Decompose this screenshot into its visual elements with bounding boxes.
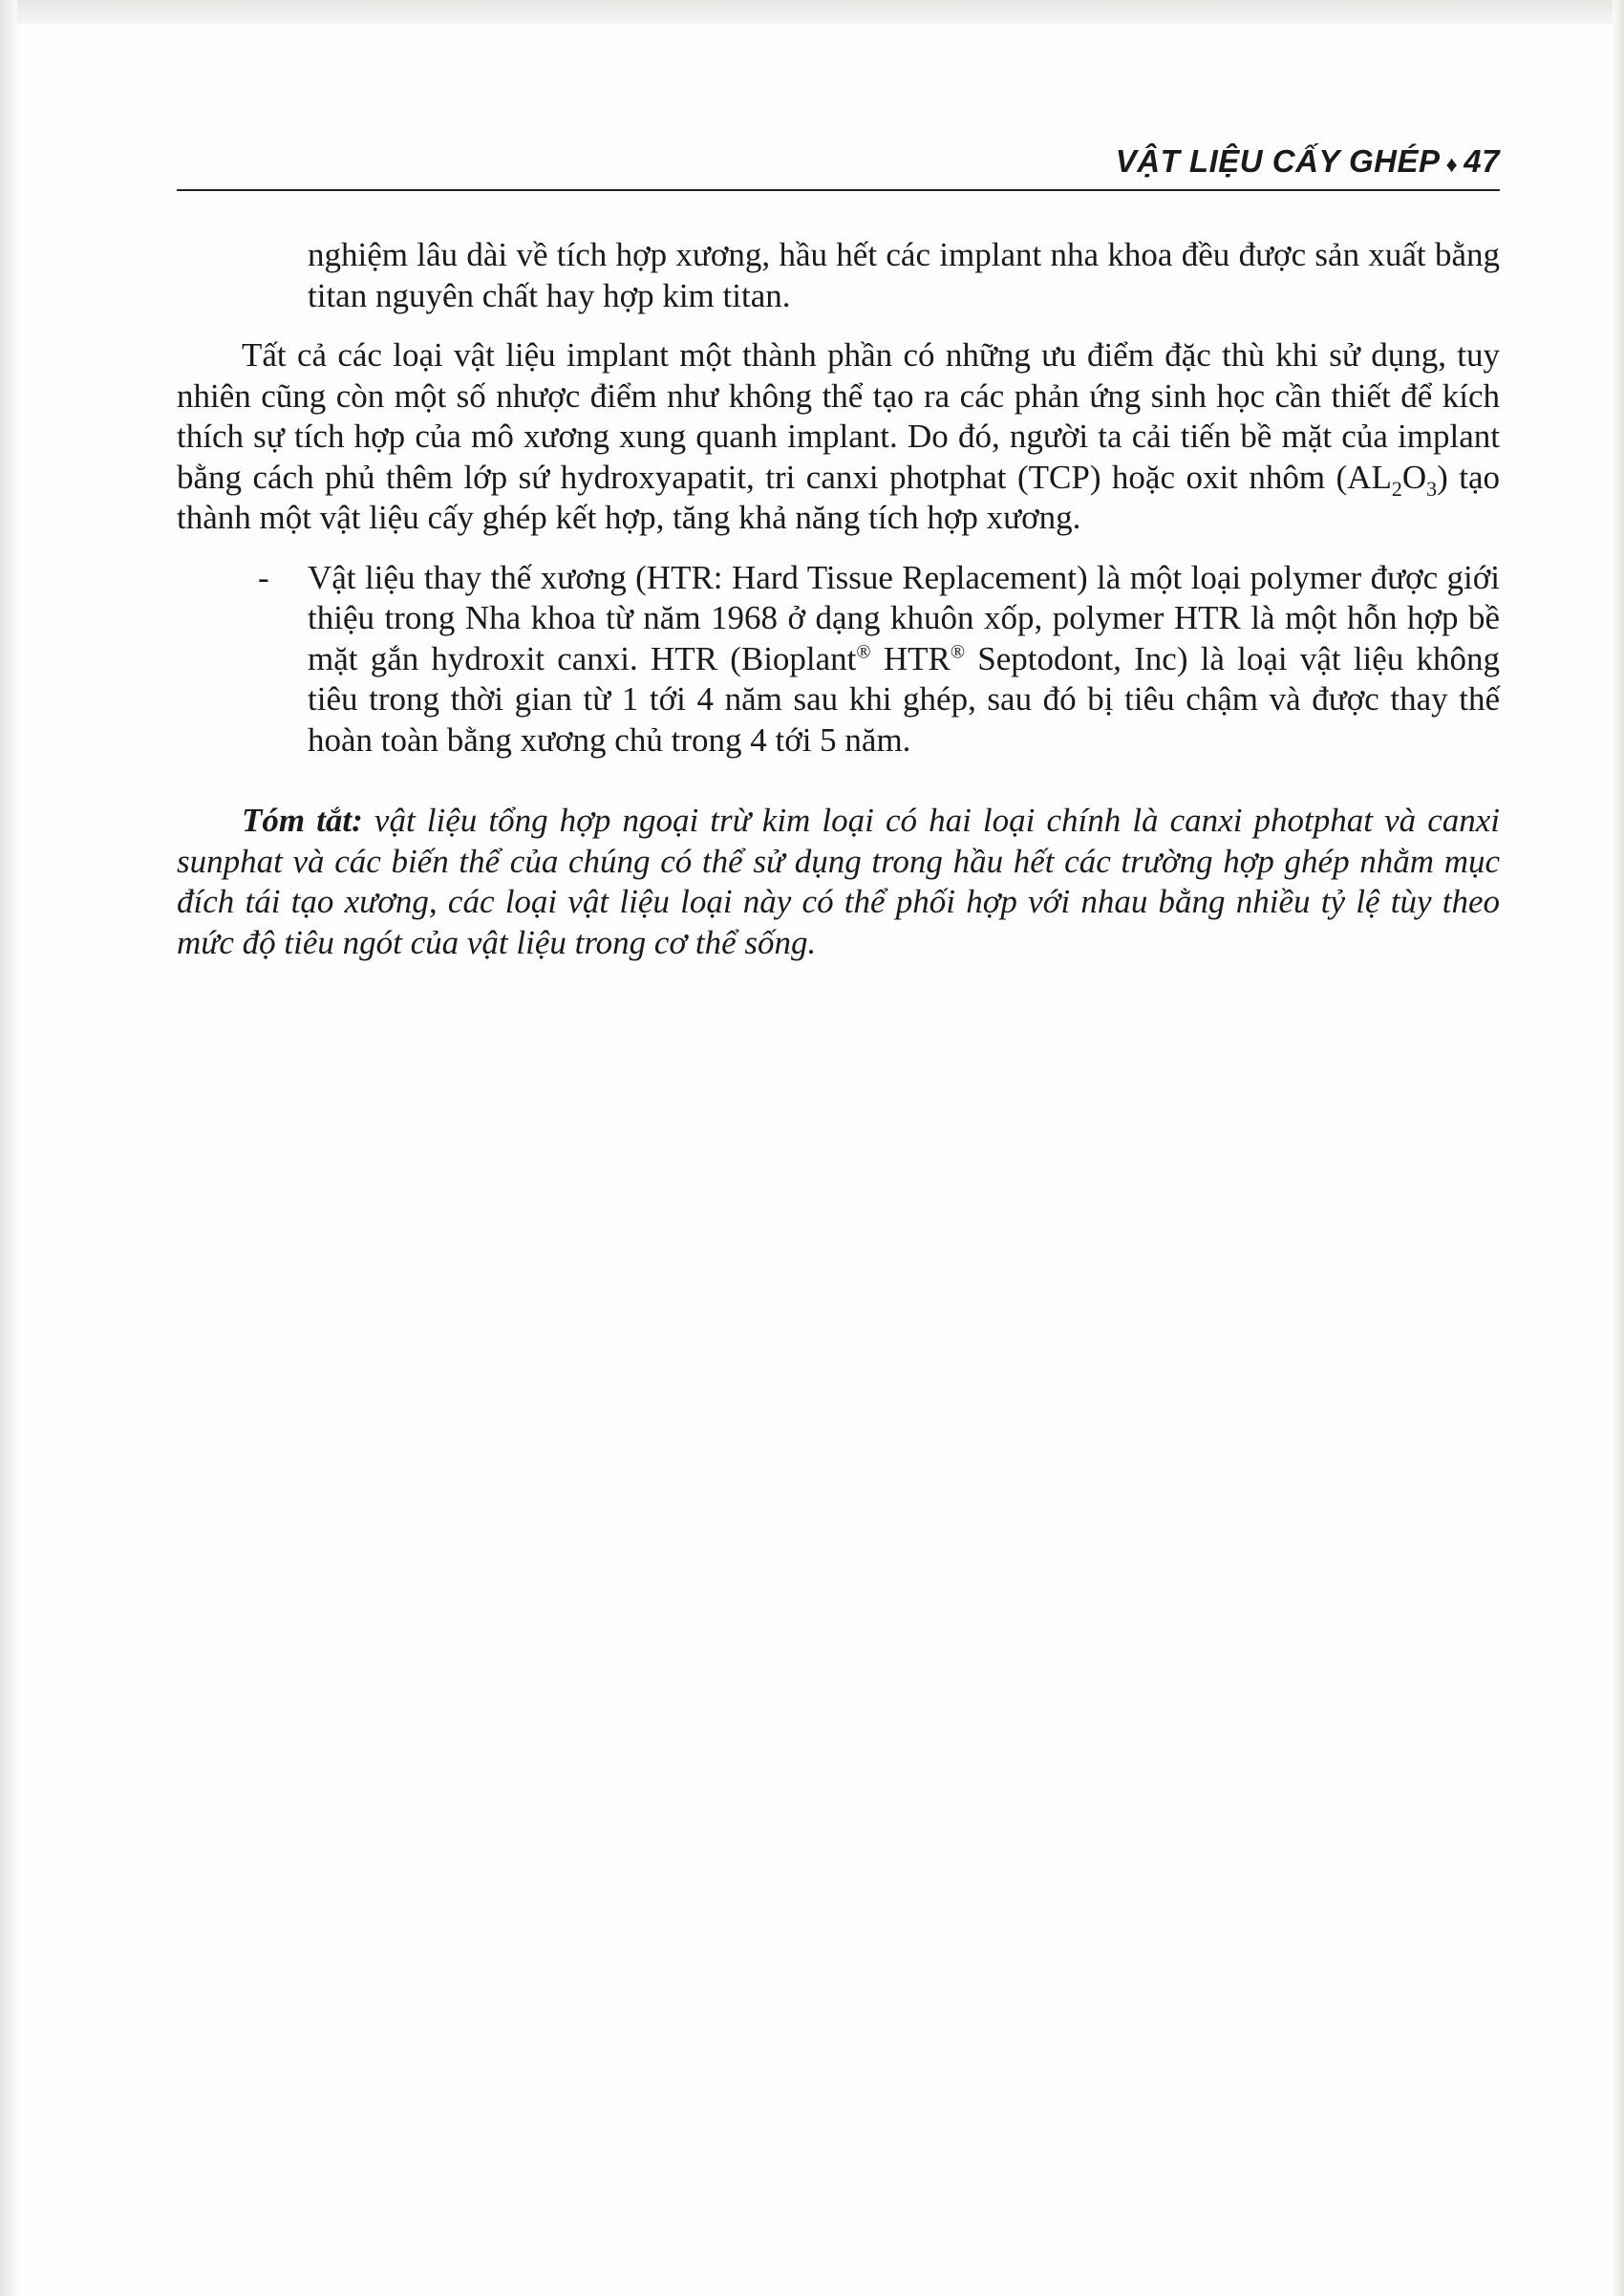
running-header bbox=[177, 136, 1500, 191]
htr-text-mid: HTR bbox=[870, 639, 951, 677]
scan-edge-top bbox=[0, 0, 1624, 25]
scan-edge-right bbox=[1613, 0, 1624, 2296]
htr-list-item bbox=[177, 558, 1500, 762]
page-body bbox=[177, 235, 1500, 963]
implant-paragraph bbox=[177, 335, 1500, 539]
summary-lead: Tóm tắt: bbox=[242, 802, 363, 839]
diamond-icon: ♦ bbox=[1445, 152, 1459, 178]
registered-mark-1: ® bbox=[856, 640, 871, 662]
scan-edge-left bbox=[0, 0, 17, 2296]
htr-text-end: Septodont, Inc) là loại vật liệu không tiêu trong thời gian từ 1 tới 4 năm sau khi ghép, sau đó bị tiêu chậm và được thay thế hoàn toàn bằng xương chủ trong 4 tới 5 năm. bbox=[308, 639, 1501, 759]
list-dash: - bbox=[258, 558, 269, 596]
implant-text-start: Tất cả các loại vật liệu implant một thành phần có những ưu điểm đặc thù khi sử dụng, tuy nhiên cũng còn một số nhược điểm như không thể tạo ra các phản ứng sinh học cần thiết để kích thích sự tích hợp của mô xương xung quanh implant. Do đó, người ta cải tiến bề mặt của implant bằng cách phủ thêm lớp sứ hydroxyapatit, tri canxi photphat (TCP) hoặc oxit nhôm (AL bbox=[177, 336, 1500, 496]
registered-mark-2: ® bbox=[950, 640, 966, 662]
subscript-2: 2 bbox=[1391, 476, 1402, 501]
htr-text-start: Vật liệu thay thế xương (HTR: Hard Tissue Replacement) là một loại polymer được giới thiệu trong Nha khoa từ năm 1968 ở dạng khuôn xốp, polymer HTR là một hỗn hợp bề mặt gắn hydroxit canxi. HTR (Bioplant bbox=[308, 558, 1500, 677]
summary-text: vật liệu tổng hợp ngoại trừ kim loại có hai loại chính là canxi photphat và canxi sunphat và các biến thể của chúng có thể sử dụng trong hầu hết các trường hợp ghép nhằm mục đích tái tạo xương, các loại vật liệu loại này có thể phối hợp với nhau bằng nhiều tỷ lệ tùy theo mức độ tiêu ngót của vật liệu trong cơ thể sống. bbox=[177, 802, 1500, 961]
oxygen-symbol: O bbox=[1401, 458, 1427, 496]
page-number: 47 bbox=[1464, 143, 1500, 179]
chapter-title: VẬT LIỆU CẤY GHÉP bbox=[1115, 143, 1441, 179]
running-title bbox=[1116, 143, 1500, 180]
continuation-paragraph: nghiệm lâu dài về tích hợp xương, hầu hết các implant nha khoa đều được sản xuất bằng titan nguyên chất hay hợp kim titan. bbox=[308, 236, 1500, 314]
subscript-3: 3 bbox=[1426, 476, 1438, 501]
implant-text-end: ) tạo thành một vật liệu cấy ghép kết hợp, tăng khả năng tích hợp xương. bbox=[177, 458, 1500, 536]
summary-paragraph bbox=[177, 801, 1500, 963]
